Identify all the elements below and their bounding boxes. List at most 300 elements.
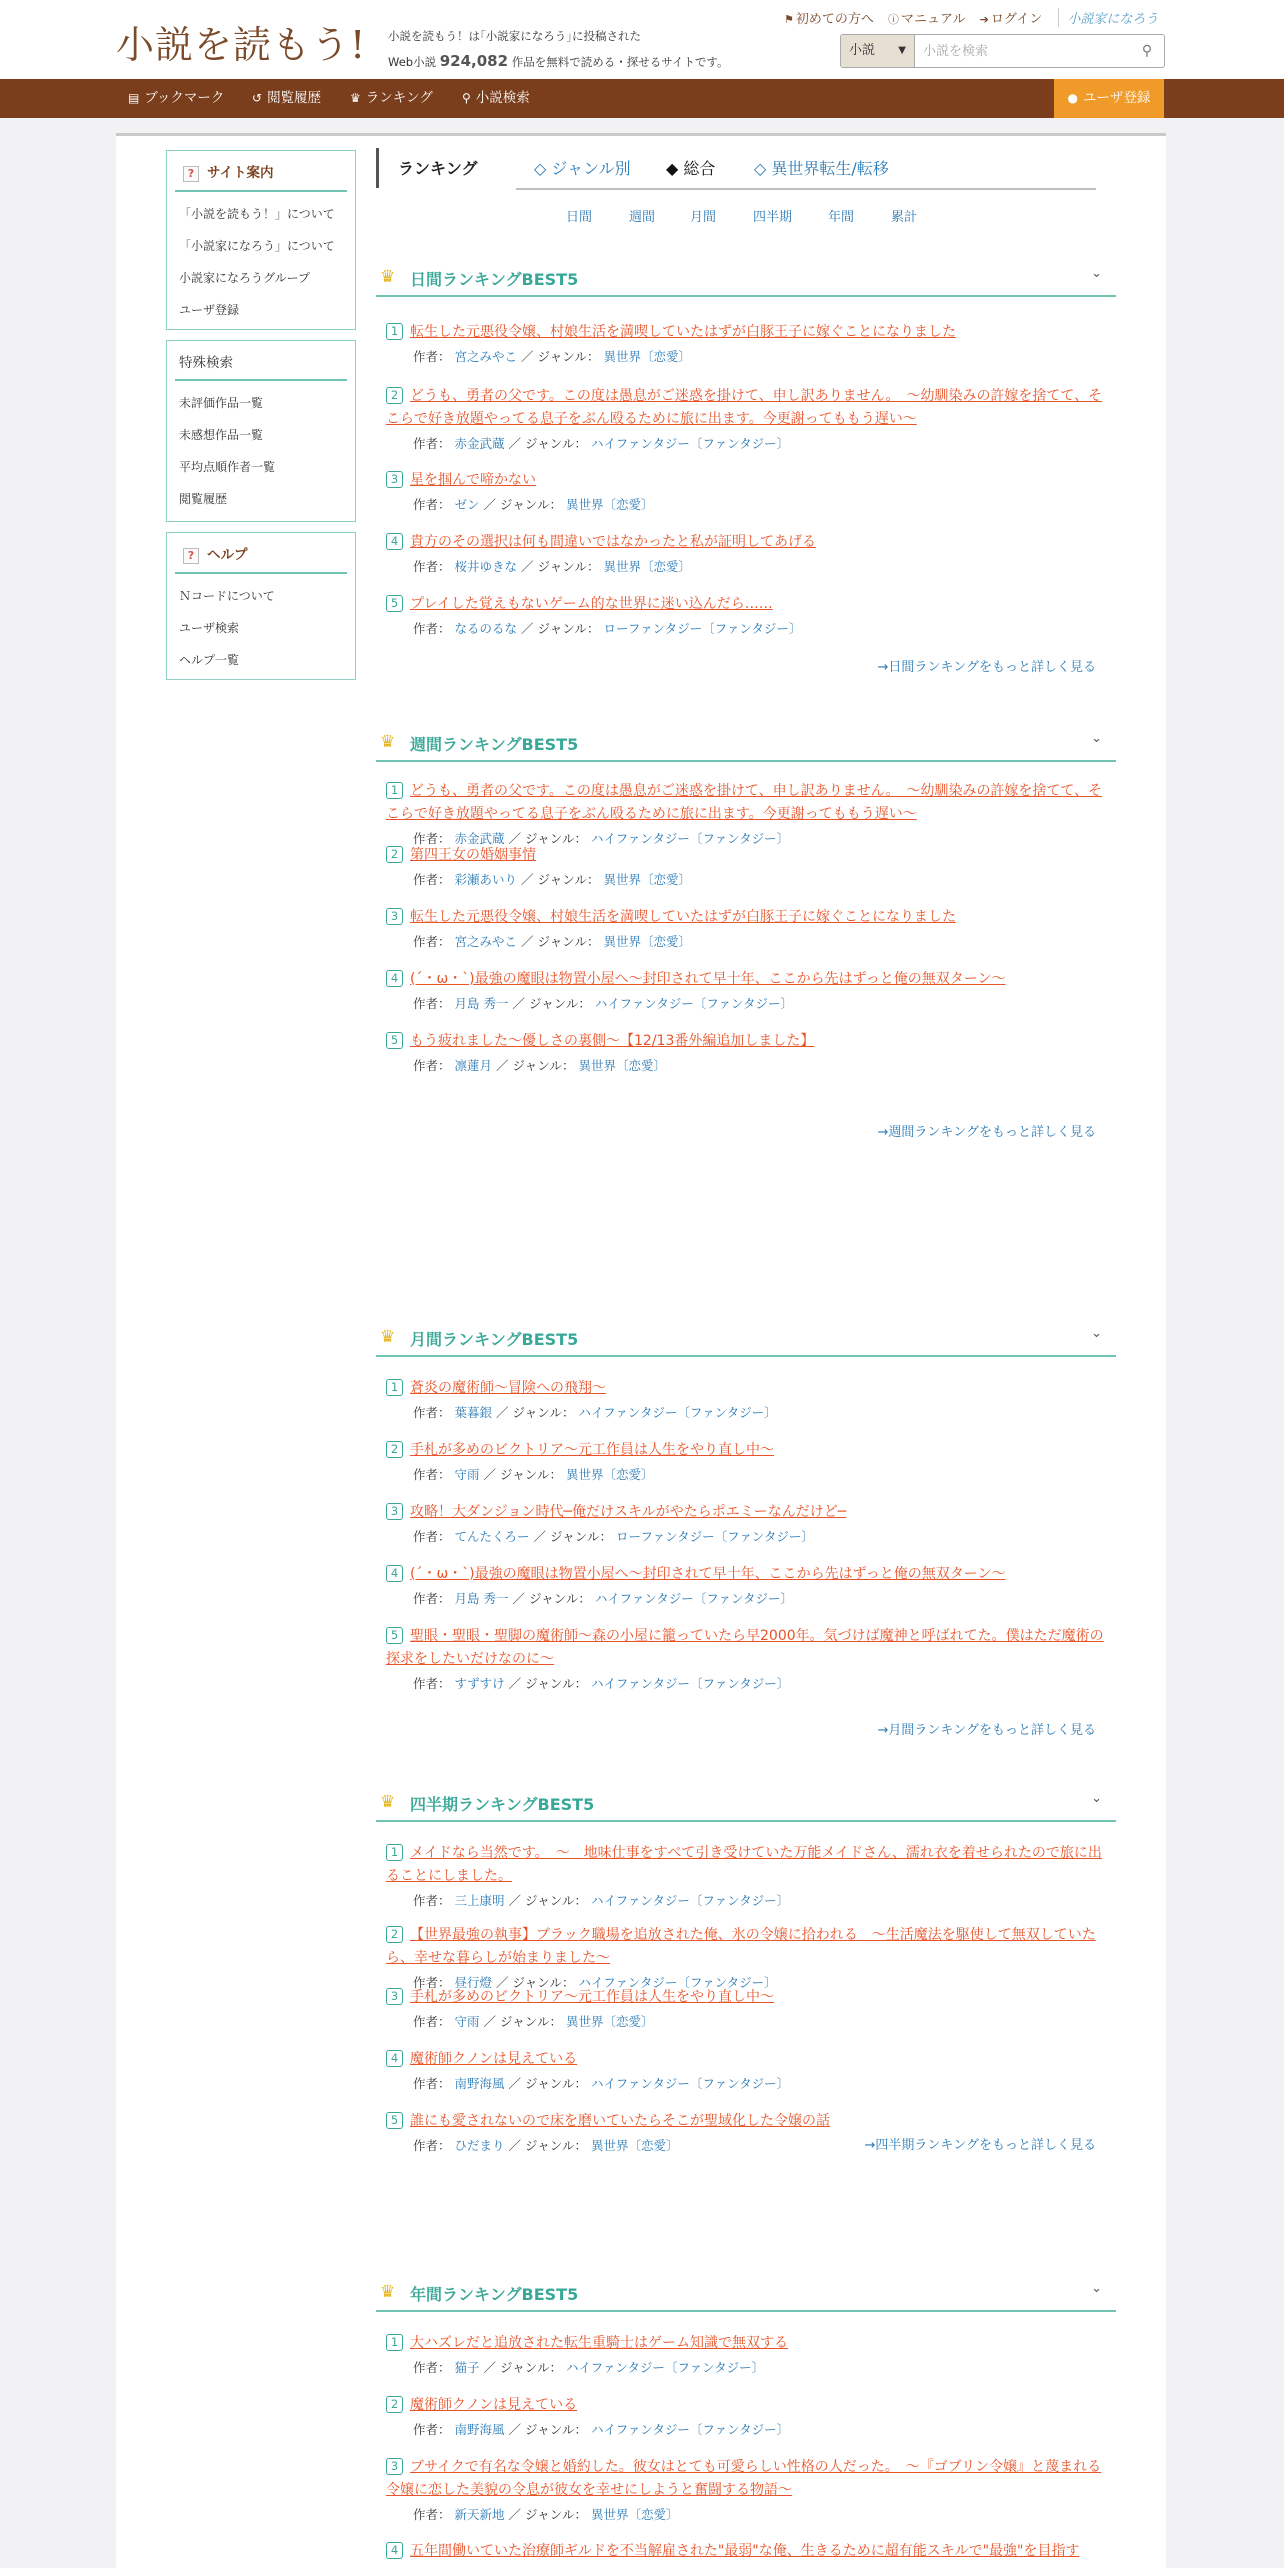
first-time-link[interactable]: ⚑ 初めての方へ <box>784 12 874 27</box>
chevron-down-icon[interactable]: ⌄ <box>1091 2281 1102 2296</box>
top-links <box>784 8 1158 27</box>
entry-meta <box>386 870 1106 888</box>
genre-label: ジャンル： <box>537 349 600 364</box>
genre-link[interactable]: 異世界〔恋愛〕 <box>565 497 654 512</box>
nav-history[interactable]: ↺ 閲覧履歴 <box>252 90 322 106</box>
separator: ／ <box>533 1529 547 1544</box>
crown-icon: ♛ <box>380 732 396 752</box>
ranking-entry <box>386 1501 1106 1545</box>
novel-title-link[interactable]: プレイした覚えもないゲーム的な世界に迷い込んだら…… <box>410 596 773 612</box>
nav-bookmark[interactable]: ▤ ブックマーク <box>128 90 225 106</box>
rank-number: 3 <box>386 471 403 488</box>
search-type-select[interactable]: 小説 ▼ <box>841 35 915 67</box>
ranking-entry <box>386 1986 1106 2030</box>
author-link[interactable]: ゼン <box>454 497 480 512</box>
sidebar-special-title: 特殊検索 <box>175 341 347 381</box>
section-title: 週間ランキングBEST5 <box>410 735 579 754</box>
author-link[interactable]: 南野海風 <box>454 2422 505 2437</box>
genre-link[interactable]: ハイファンタジー〔ファンタジー〕 <box>594 996 794 1011</box>
genre-label: ジャンル： <box>537 872 600 887</box>
author-link[interactable]: 三上康明 <box>454 1893 505 1908</box>
genre-link[interactable]: 異世界〔恋愛〕 <box>603 559 691 574</box>
ranking-entry <box>386 2456 1106 2523</box>
novel-title-link[interactable]: 転生した元悪役令嬢、村娘生活を満喫していたはずが白豚王子に嫁ぐことになりました <box>410 909 956 925</box>
ranking-entry <box>386 968 1106 1012</box>
author-label: 作者： <box>413 1058 451 1073</box>
entry-meta <box>386 2505 1106 2523</box>
entry-title-line <box>386 1625 1106 1671</box>
site-tagline <box>388 24 729 75</box>
crown-icon: ♛ <box>380 1792 396 1812</box>
section-header[interactable] <box>376 1321 1116 1357</box>
rank-number: 2 <box>386 1926 403 1943</box>
author-label: 作者： <box>413 1975 451 1990</box>
ranking-entry <box>386 1377 1106 1421</box>
novel-title-link[interactable]: 聖眼・聖眼・聖脚の魔術師～森の小屋に籠っていたら早2000年。気づけば魔神と呼ばれてた。僕はただ魔術の探求をしたいだけなのに～ <box>386 1628 1104 1667</box>
ranking-section <box>376 726 1116 1140</box>
section-title: 四半期ランキングBEST5 <box>410 1795 595 1814</box>
novel-title-link[interactable]: (´・ω・`)最強の魔眼は物置小屋へ～封印されて早十年、ここから先はずっと俺の無双ターン～ <box>410 971 1006 987</box>
entry-title-line <box>386 2540 1106 2563</box>
entry-meta <box>386 932 1106 950</box>
tabs-accent-bar <box>376 148 379 188</box>
author-link[interactable]: 赤金武蔵 <box>454 436 505 451</box>
entry-meta <box>386 2012 1106 2030</box>
entry-meta <box>386 1589 1106 1607</box>
author-label: 作者： <box>413 2014 451 2029</box>
rank-number: 1 <box>386 1844 403 1861</box>
genre-link[interactable]: ローファンタジー〔ファンタジー〕 <box>615 1529 814 1544</box>
genre-link[interactable]: ハイファンタジー〔ファンタジー〕 <box>590 1893 790 1908</box>
section-header[interactable] <box>376 2276 1116 2312</box>
search-box <box>840 34 1165 68</box>
rank-number: 1 <box>386 782 403 799</box>
rank-number: 5 <box>386 2112 403 2129</box>
novel-title-link[interactable]: 五年間働いていた治療師ギルドを不当解雇された"最弱"な俺、生きるために超有能スキルで"最強"を目指す <box>410 2543 1080 2559</box>
author-label: 作者： <box>413 2076 451 2091</box>
genre-label: ジャンル： <box>512 1975 575 1990</box>
rank-number: 4 <box>386 2542 403 2559</box>
section-header[interactable] <box>376 261 1116 297</box>
entry-meta <box>386 1891 1106 1909</box>
genre-link[interactable]: 異世界〔恋愛〕 <box>565 1467 654 1482</box>
author-link[interactable]: 南野海風 <box>454 2076 505 2091</box>
author-link[interactable]: 守雨 <box>454 1467 480 1482</box>
genre-link[interactable]: ハイファンタジー〔ファンタジー〕 <box>578 1405 777 1420</box>
ranking-entry <box>386 469 1106 513</box>
more-ranking-link[interactable]: →四半期ランキングをもっと詳しく見る <box>864 2138 1096 2153</box>
sidebar-item-average-authors[interactable]: 平均点順作者一覧 <box>179 460 276 474</box>
author-link[interactable]: 葉暮銀 <box>454 1405 493 1420</box>
novel-title-link[interactable]: 蒼炎の魔術師～冒険への飛翔～ <box>410 1380 606 1396</box>
sidebar-item-no-reviews[interactable]: 未感想作品一覧 <box>179 428 264 442</box>
author-label: 作者： <box>413 436 451 451</box>
rank-number: 2 <box>386 846 403 863</box>
sidebar-item-user-search[interactable]: ユーザ検索 <box>179 621 240 635</box>
ranking-entry <box>386 1030 1106 1074</box>
entry-title-line <box>386 844 1106 867</box>
author-label: 作者： <box>413 2507 451 2522</box>
rank-number: 1 <box>386 1379 403 1396</box>
author-label: 作者： <box>413 2360 451 2375</box>
sidebar-item-unrated[interactable]: 未評価作品一覧 <box>179 396 264 410</box>
author-link[interactable]: 彩瀬あいり <box>454 872 518 887</box>
separator: ／ <box>512 1591 525 1606</box>
entry-title-line <box>386 906 1106 929</box>
separator: ／ <box>508 436 522 451</box>
sidebar-item-about-narou[interactable]: 「小説家になろう」について <box>179 239 335 253</box>
sidebar-item-ncode[interactable]: Ｎコードについて <box>179 589 275 603</box>
genre-link[interactable]: 異世界〔恋愛〕 <box>590 2507 679 2522</box>
chevron-down-icon[interactable]: ⌄ <box>1091 1326 1102 1341</box>
sidebar-item-about-yomou[interactable]: 「小説を読もう！」について <box>179 207 335 221</box>
novel-title-link[interactable]: 大ハズレだと追放された転生重騎士はゲーム知識で無双する <box>410 2335 788 2351</box>
question-icon: ? <box>183 548 199 564</box>
section-title: 日間ランキングBEST5 <box>410 270 579 289</box>
rank-number: 3 <box>386 908 403 925</box>
separator: ／ <box>496 1405 509 1420</box>
content-container <box>116 133 1166 2568</box>
rank-number: 1 <box>386 2334 403 2351</box>
entry-meta <box>386 1674 1106 1692</box>
entry-title-line <box>386 2048 1106 2071</box>
search-input[interactable] <box>923 35 1123 67</box>
author-label: 作者： <box>413 2422 451 2437</box>
login-icon: ➔ <box>979 13 989 26</box>
entry-meta <box>386 1403 1106 1421</box>
tab-overall[interactable]: ◆ 総合 <box>666 159 716 178</box>
work-count: 924,082 <box>439 52 509 70</box>
author-link[interactable]: 猫子 <box>454 2360 480 2375</box>
genre-label: ジャンル： <box>500 2360 562 2375</box>
rank-number: 3 <box>386 1503 403 1520</box>
genre-link[interactable]: ハイファンタジー〔ファンタジー〕 <box>591 1676 790 1691</box>
entry-meta <box>386 2420 1106 2438</box>
site-logo[interactable]: 小説を読もう! <box>116 23 367 67</box>
novel-title-link[interactable]: 第四王女の婚姻事情 <box>410 847 536 863</box>
separator: ／ <box>512 996 525 1011</box>
entry-title-line <box>386 593 1106 616</box>
genre-link[interactable]: ハイファンタジー〔ファンタジー〕 <box>590 2076 790 2091</box>
genre-label: ジャンル： <box>537 559 600 574</box>
tab-genre[interactable]: ◇ ジャンル別 <box>534 159 631 178</box>
separator: ／ <box>483 2360 497 2375</box>
list-icon: ▤ <box>128 91 140 105</box>
separator: ／ <box>508 1676 522 1691</box>
entry-title-line <box>386 385 1106 431</box>
genre-link[interactable]: 異世界〔恋愛〕 <box>590 2138 679 2153</box>
author-link[interactable]: 凛蓮月 <box>454 1058 493 1073</box>
chevron-down-icon[interactable]: ⌄ <box>1091 731 1102 746</box>
rank-number: 2 <box>386 387 403 404</box>
entry-title-line <box>386 1501 1106 1524</box>
author-link[interactable]: 月島 秀一 <box>454 996 509 1011</box>
ranking-section <box>376 1321 1116 1738</box>
author-label: 作者： <box>413 996 451 1011</box>
ranking-entry <box>386 780 1106 847</box>
author-label: 作者： <box>413 559 451 574</box>
genre-link[interactable]: ハイファンタジー〔ファンタジー〕 <box>565 2360 765 2375</box>
author-link[interactable]: 守雨 <box>454 2014 480 2029</box>
entry-title-line <box>386 1439 1106 1462</box>
novel-title-link[interactable]: 魔術師クノンは見えている <box>410 2051 578 2067</box>
section-title: 月間ランキングBEST5 <box>410 1330 579 1349</box>
entry-title-line <box>386 1563 1106 1586</box>
separator: ／ <box>508 1893 522 1908</box>
ranking-entry <box>386 1842 1106 1909</box>
author-link[interactable]: 桜井ゆきな <box>454 559 518 574</box>
entry-meta <box>386 1465 1106 1483</box>
login-link[interactable]: ➔ ログイン <box>979 12 1043 27</box>
separator: ／ <box>483 1467 497 1482</box>
ranking-entry <box>386 531 1106 575</box>
author-label: 作者： <box>413 349 451 364</box>
entry-title-line <box>386 531 1106 554</box>
crown-icon: ♛ <box>350 91 361 105</box>
period-weekly[interactable]: 週間 <box>629 210 656 225</box>
genre-link[interactable]: 異世界〔恋愛〕 <box>603 872 691 887</box>
genre-label: ジャンル： <box>525 1676 588 1691</box>
ranking-section <box>376 2276 1116 2559</box>
separator: ／ <box>508 2507 522 2522</box>
crown-icon: ♛ <box>380 267 396 287</box>
novel-title-link[interactable]: 転生した元悪役令嬢、村娘生活を満喫していたはずが白豚王子に嫁ぐことになりました <box>410 324 956 340</box>
entry-title-line <box>386 1924 1106 1970</box>
novel-title-link[interactable]: 星を掴んで啼かない <box>410 472 536 488</box>
nav-search[interactable]: ⚲ 小説検索 <box>462 90 530 106</box>
novel-title-link[interactable]: 貴方のその選択は何も間違いではなかったと私が証明してあげる <box>410 534 816 550</box>
entry-title-line <box>386 780 1106 826</box>
genre-link[interactable]: ハイファンタジー〔ファンタジー〕 <box>590 436 790 451</box>
novel-title-link[interactable]: どうも、勇者の父です。この度は愚息がご迷惑を掛けて、申し訳ありません。 ～幼馴染みの許嫁を捨てて、そこらで好き放題やってる息子をぶん殴るために旅に出ます。今更謝ってももう遅い～ <box>386 388 1103 427</box>
separator: ／ <box>521 934 534 949</box>
author-label: 作者： <box>413 1591 451 1606</box>
tagline-line2: Web小説 924,082 作品を無料で読める・探せるサイトです。 <box>388 52 729 70</box>
entry-meta <box>386 557 1106 575</box>
separator: ／ <box>496 1058 509 1073</box>
entry-title-line <box>386 469 1106 492</box>
author-link[interactable]: てんたくろー <box>454 1529 530 1544</box>
period-daily[interactable]: 日間 <box>566 210 593 225</box>
author-link[interactable]: 宮之みやこ <box>454 349 518 364</box>
entry-meta <box>386 434 1106 452</box>
novel-title-link[interactable]: 誰にも愛されないので床を磨いていたらそこが聖域化した令嬢の話 <box>410 2113 830 2129</box>
genre-label: ジャンル： <box>528 1591 591 1606</box>
rank-number: 5 <box>386 1627 403 1644</box>
entry-meta <box>386 994 1106 1012</box>
author-label: 作者： <box>413 872 451 887</box>
register-button[interactable]: ● ユーザ登録 <box>1054 79 1164 118</box>
entry-title-line <box>386 1842 1106 1888</box>
entry-meta <box>386 619 1106 637</box>
rank-number: 3 <box>386 1988 403 2005</box>
manual-link[interactable]: ⓘ マニュアル <box>888 12 966 27</box>
question-icon: ⓘ <box>888 13 900 26</box>
period-monthly[interactable]: 月間 <box>690 210 717 225</box>
separator: ／ <box>521 559 534 574</box>
entry-meta <box>386 1527 1106 1545</box>
genre-label: ジャンル： <box>525 436 587 451</box>
genre-label: ジャンル： <box>500 1467 562 1482</box>
nav-ranking[interactable]: ♛ ランキング <box>350 90 433 106</box>
genre-link[interactable]: ハイファンタジー〔ファンタジー〕 <box>578 1975 777 1990</box>
sidebar-item-history[interactable]: 閲覧履歴 <box>179 492 228 506</box>
author-label: 作者： <box>413 934 451 949</box>
more-ranking-link[interactable]: →日間ランキングをもっと詳しく見る <box>877 660 1096 675</box>
genre-link[interactable]: ハイファンタジー〔ファンタジー〕 <box>590 2422 790 2437</box>
rank-number: 5 <box>386 1032 403 1049</box>
author-link[interactable]: ひだまり <box>454 2138 505 2153</box>
novel-title-link[interactable]: (´・ω・`)最強の魔眼は物置小屋へ～封印されて早十年、ここから先はずっと俺の無双ターン～ <box>410 1566 1006 1582</box>
genre-label: ジャンル： <box>525 831 587 846</box>
author-link[interactable]: 宮之みやこ <box>454 934 518 949</box>
genre-label: ジャンル： <box>537 934 600 949</box>
separator: ／ <box>508 2422 522 2437</box>
period-total[interactable]: 累計 <box>891 210 918 225</box>
ranking-entry <box>386 321 1106 365</box>
author-link[interactable]: なるのるな <box>454 621 518 636</box>
genre-link[interactable]: 異世界〔恋愛〕 <box>603 934 691 949</box>
author-link[interactable]: すずすけ <box>454 1676 505 1691</box>
genre-label: ジャンル： <box>500 2014 562 2029</box>
rank-number: 2 <box>386 1441 403 1458</box>
entry-meta <box>386 1056 1106 1074</box>
genre-label: ジャンル： <box>525 2138 587 2153</box>
crown-icon: ♛ <box>380 2282 396 2302</box>
separator: ／ <box>508 2076 522 2091</box>
separator: ／ <box>521 872 534 887</box>
genre-label: ジャンル： <box>525 2076 587 2091</box>
sidebar-guide-title: ? サイト案内 <box>175 151 347 192</box>
tagline-line1: 小説を読もう！は｢小説家になろう｣に投稿された <box>388 29 641 43</box>
separator: ／ <box>521 621 534 636</box>
novel-title-link[interactable]: 手札が多めのビクトリア～元工作員は人生をやり直し中～ <box>410 1442 774 1458</box>
genre-label: ジャンル： <box>525 2422 587 2437</box>
novel-title-link[interactable]: メイドなら当然です。 ～ 地味仕事をすべて引き受けていた万能メイドさん、濡れ衣を着せられたので旅に出ることにしました。 <box>386 1845 1102 1884</box>
entry-meta <box>386 495 1106 513</box>
genre-link[interactable]: 異世界〔恋愛〕 <box>578 1058 666 1073</box>
ranking-entry <box>386 906 1106 950</box>
period-quarterly[interactable]: 四半期 <box>753 210 793 225</box>
history-icon: ↺ <box>252 91 263 105</box>
ranking-entry <box>386 844 1106 888</box>
chevron-down-icon: ▼ <box>898 45 906 56</box>
chevron-down-icon[interactable]: ⌄ <box>1091 1791 1102 1806</box>
section-header[interactable] <box>376 726 1116 762</box>
genre-label: ジャンル： <box>500 497 562 512</box>
genre-label: ジャンル： <box>525 1893 587 1908</box>
entry-title-line <box>386 968 1106 991</box>
entry-meta <box>386 347 1106 365</box>
author-link[interactable]: 赤金武蔵 <box>454 831 505 846</box>
sidebar-item-narou-group[interactable]: 小説家になろうグループ <box>179 271 311 285</box>
entry-meta <box>386 2358 1106 2376</box>
entry-title-line <box>386 2456 1106 2502</box>
novel-title-link[interactable]: 手札が多めのビクトリア～元工作員は人生をやり直し中～ <box>410 1989 774 2005</box>
author-label: 作者： <box>413 1676 451 1691</box>
question-icon: ? <box>183 166 199 182</box>
rank-number: 1 <box>386 323 403 340</box>
author-label: 作者： <box>413 1893 451 1908</box>
author-link[interactable]: 昼行燈 <box>454 1975 493 1990</box>
tabs-underline <box>516 188 1096 190</box>
genre-label: ジャンル： <box>537 621 600 636</box>
crown-icon: ♛ <box>380 1327 396 1347</box>
novel-title-link[interactable]: どうも、勇者の父です。この度は愚息がご迷惑を掛けて、申し訳ありません。 ～幼馴染みの許嫁を捨てて、そこらで好き放題やってる息子をぶん殴るために旅に出ます。今更謝ってももう遅い～ <box>386 783 1103 822</box>
author-link[interactable]: 新天新地 <box>454 2507 505 2522</box>
genre-link[interactable]: ローファンタジー〔ファンタジー〕 <box>603 621 802 636</box>
genre-link[interactable]: 異世界〔恋愛〕 <box>603 349 691 364</box>
narou-logo-link[interactable]: 小説家になろう <box>1058 8 1158 27</box>
author-label: 作者： <box>413 2138 451 2153</box>
genre-label: ジャンル： <box>512 1058 575 1073</box>
separator: ／ <box>483 2014 497 2029</box>
search-icon[interactable]: ⚲ <box>1141 43 1153 59</box>
sidebar-help <box>166 532 356 680</box>
ranking-entry <box>386 2332 1106 2376</box>
entry-meta <box>386 2074 1106 2092</box>
entry-title-line <box>386 321 1106 344</box>
novel-title-link[interactable]: もう疲れました～優しさの裏側～【12/13番外編追加しました】 <box>410 1033 815 1049</box>
genre-label: ジャンル： <box>528 996 591 1011</box>
entry-title-line <box>386 2110 1106 2133</box>
ranking-section <box>376 261 1116 675</box>
section-title: 年間ランキングBEST5 <box>410 2285 579 2304</box>
period-yearly[interactable]: 年間 <box>828 210 855 225</box>
ranking-tabs <box>376 148 1106 188</box>
entry-title-line <box>386 1986 1106 2009</box>
sidebar-help-title: ? ヘルプ <box>175 533 347 574</box>
genre-label: ジャンル： <box>550 1529 612 1544</box>
entry-title-line <box>386 1030 1106 1053</box>
entry-title-line <box>386 2394 1106 2417</box>
rank-number: 3 <box>386 2458 403 2475</box>
author-label: 作者： <box>413 1405 451 1420</box>
entry-title-line <box>386 1377 1106 1400</box>
section-header[interactable] <box>376 1786 1116 1822</box>
more-ranking-link[interactable]: →週間ランキングをもっと詳しく見る <box>877 1125 1096 1140</box>
separator: ／ <box>508 2138 522 2153</box>
entry-title-line <box>386 2332 1106 2355</box>
separator: ／ <box>508 831 522 846</box>
separator: ／ <box>483 497 497 512</box>
rank-number: 4 <box>386 970 403 987</box>
separator: ／ <box>496 1975 509 1990</box>
novel-title-link[interactable]: ブサイクで有名な令嬢と婚約した。彼女はとても可愛らしい性格の人だった。 ～『ゴブリン令嬢』と蔑まれる令嬢に恋した美貌の令息が彼女を幸せにしようと奮闘する物語～ <box>386 2459 1102 2498</box>
more-ranking-link[interactable]: →月間ランキングをもっと詳しく見る <box>877 1723 1096 1738</box>
bookmark-icon: ⚑ <box>784 13 794 26</box>
author-label: 作者： <box>413 621 451 636</box>
genre-link[interactable]: ハイファンタジー〔ファンタジー〕 <box>590 831 790 846</box>
ranking-entry <box>386 1625 1106 1692</box>
novel-title-link[interactable]: 攻略！大ダンジョン時代─俺だけスキルがやたらポエミーなんだけど─ <box>410 1504 847 1520</box>
chevron-down-icon[interactable]: ⌄ <box>1091 266 1102 281</box>
genre-label: ジャンル： <box>512 1405 575 1420</box>
ranking-entry <box>386 2394 1106 2438</box>
genre-link[interactable]: 異世界〔恋愛〕 <box>565 2014 654 2029</box>
author-label: 作者： <box>413 1467 451 1482</box>
genre-link[interactable]: ハイファンタジー〔ファンタジー〕 <box>594 1591 794 1606</box>
author-label: 作者： <box>413 831 451 846</box>
novel-title-link[interactable]: 【世界最強の執事】ブラック職場を追放された俺、氷の令嬢に拾われる ～生活魔法を駆使して無双していたら、幸せな暮らしが始まりました～ <box>386 1927 1096 1966</box>
author-link[interactable]: 月島 秀一 <box>454 1591 509 1606</box>
novel-title-link[interactable]: 魔術師クノンは見えている <box>410 2397 578 2413</box>
sidebar-item-help-list[interactable]: ヘルプ一覧 <box>179 653 240 667</box>
rank-number: 4 <box>386 533 403 550</box>
sidebar-item-register[interactable]: ユーザ登録 <box>179 303 240 317</box>
tab-isekai[interactable]: ◇ 異世界転生/転移 <box>754 159 889 178</box>
sidebar-special-search <box>166 340 356 522</box>
